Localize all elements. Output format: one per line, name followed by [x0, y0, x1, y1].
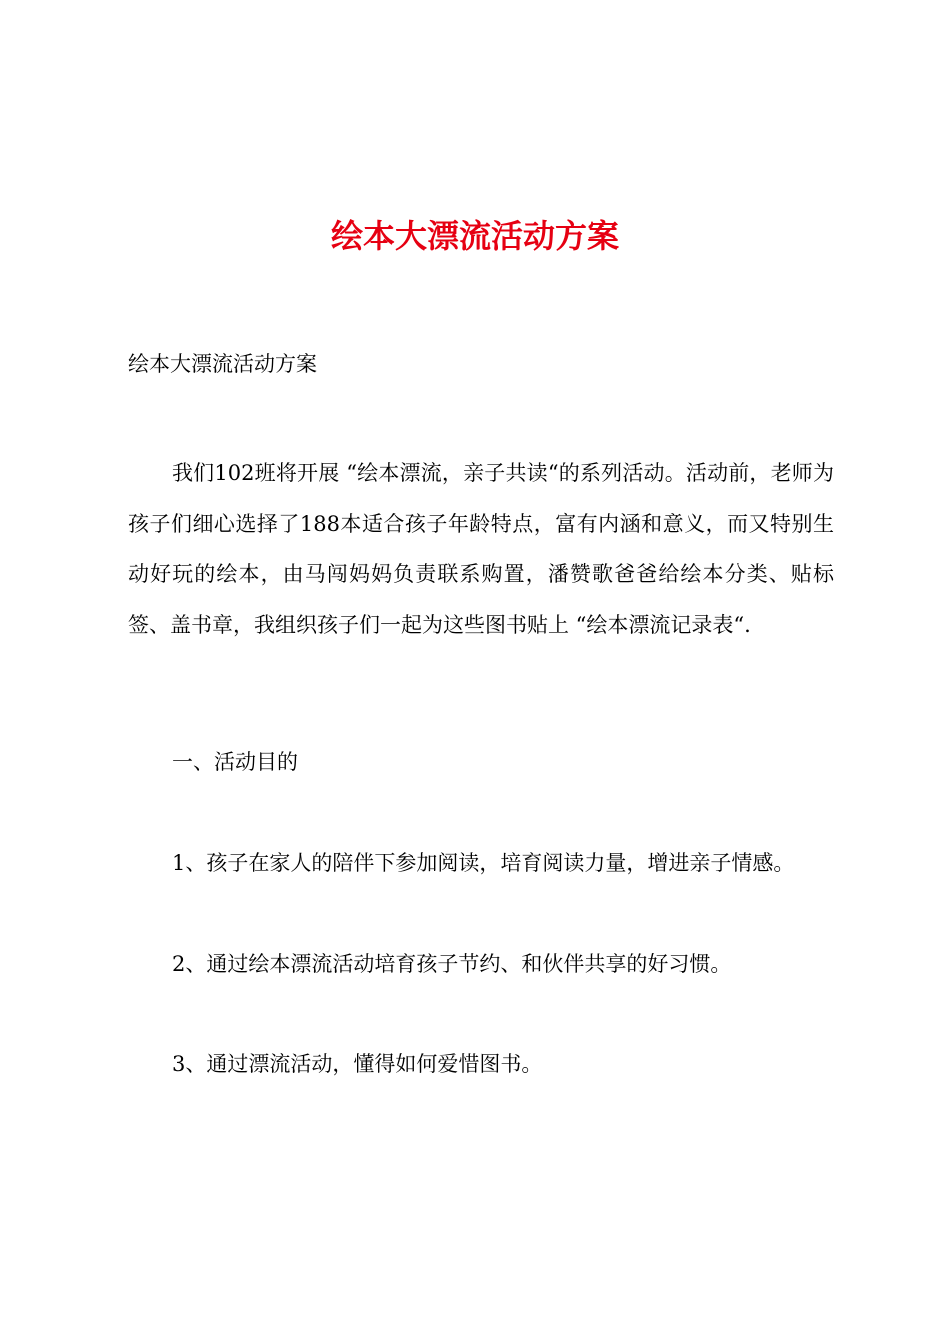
- purpose-item-3: 3、通过漂流活动，懂得如何爱惜图书。: [172, 1052, 543, 1076]
- section-heading-purpose: 一、活动目的: [172, 750, 298, 774]
- intro-paragraph: 我们102班将开展 “绘本漂流，亲子共读“的系列活动。活动前，老师为孩子们细心选择了188本适合孩子年龄特点，富有内涵和意义，而又特别生动好玩的绘本，由马闯妈妈负责联系购置，潘赞歌爸爸给绘本分类、贴标签、盖书章，我组织孩子们一起为这些图书贴上 “绘本漂流记录表“.: [128, 461, 834, 637]
- purpose-item-1: 1、孩子在家人的陪伴下参加阅读，培育阅读力量，增进亲子情感。: [172, 851, 795, 875]
- document-title: 绘本大漂流活动方案: [330, 217, 619, 255]
- purpose-item-2: 2、通过绘本漂流活动培育孩子节约、和伙伴共享的好习惯。: [172, 952, 732, 976]
- document-subtitle: 绘本大漂流活动方案: [128, 352, 317, 376]
